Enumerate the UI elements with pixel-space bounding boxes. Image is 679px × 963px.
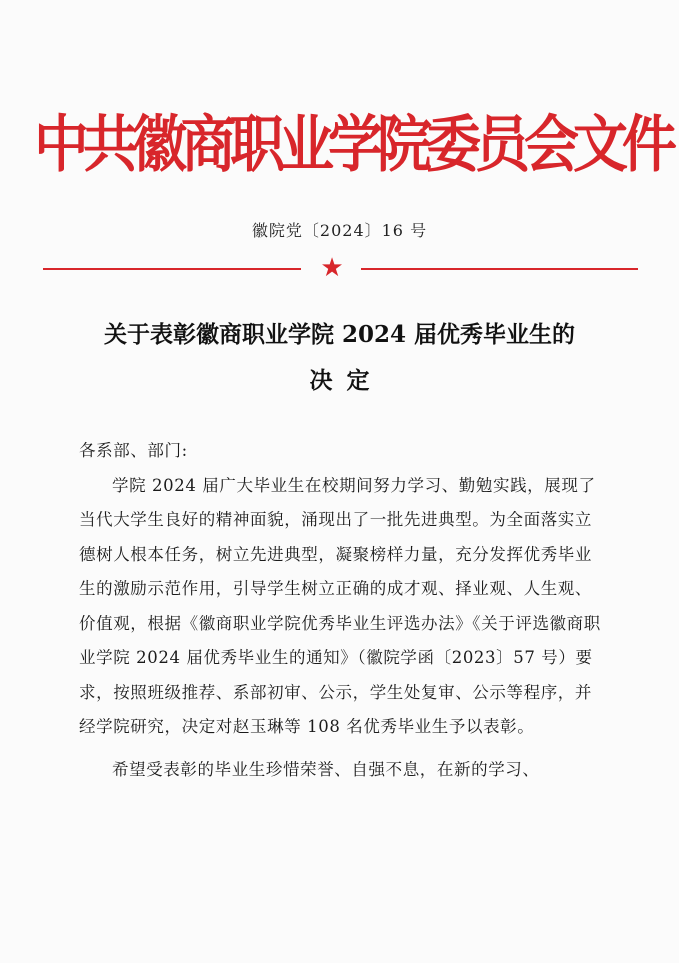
- document-masthead: 中共徽商职业学院委员会文件: [34, 107, 672, 181]
- salutation: 各系部、部门:: [79, 441, 188, 460]
- document-number: 徽院党〔2024〕16 号: [251, 221, 428, 240]
- document-title-line1: 关于表彰徽商职业学院 2024 届优秀毕业生的: [103, 321, 576, 348]
- document-title-line2: 决定: [309, 367, 384, 394]
- divider-right: [361, 268, 638, 270]
- body-paragraph-1: 学院 2024 届广大毕业生在校期间努力学习、勤勉实践，展现了当代大学生良好的精神面貌，涌现出了一批先进典型。为全面落实立德树人根本任务，树立先进典型，凝聚榜样力量，充分发挥优秀毕业生的激励示范作用，引导学生树立正确的成才观、择业观、人生观、价值观，根据《徽商职业学院优秀毕业生评选办法》《关于评选徽商职业学院 2024 届优秀毕业生的通知》（徽院学函〔2023〕57 号）要求，按照班级推荐、系部初审、公示，学生处复审、公示等程序，并经学院研究，决定对赵玉琳等 108 名优秀毕业生予以表彰。: [79, 475, 601, 736]
- divider-left: [43, 268, 301, 270]
- body-paragraph-2: 希望受表彰的毕业生珍惜荣誉、自强不息，在新的学习、: [112, 759, 540, 779]
- document-body: [79, 434, 609, 787]
- star-icon: ★: [320, 253, 344, 283]
